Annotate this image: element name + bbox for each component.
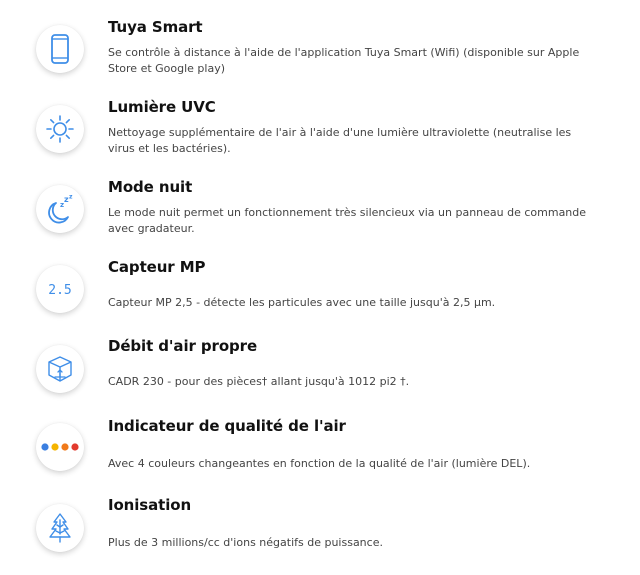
feature-title: Capteur MP [108, 258, 206, 276]
feature-uvc-light [0, 97, 640, 177]
feature-description: CADR 230 - pour des pièces† allant jusqu'à 1012 pi2 †. [108, 375, 410, 388]
feature-clean-air-delivery [0, 336, 640, 416]
feature-description: Avec 4 couleurs changeantes en fonction de la qualité de l'air (lumière DEL). [108, 457, 531, 470]
sun-uvc-icon [36, 105, 84, 153]
feature-title: Indicateur de qualité de l'air [108, 417, 346, 435]
feature-description: Se contrôle à distance à l'aide de l'application Tuya Smart (Wifi) (disponible sur Apple Store et Google play) [108, 46, 580, 75]
feature-ionisation [0, 495, 640, 575]
feature-air-quality-indicator [0, 416, 640, 496]
feature-tuya-smart [0, 17, 640, 97]
feature-title: Mode nuit [108, 178, 193, 196]
svg-text:z: z [69, 194, 73, 201]
feature-pm-sensor [0, 257, 640, 337]
svg-text:z: z [60, 201, 65, 209]
feature-night-mode [0, 177, 640, 257]
cube-airflow-icon [36, 345, 84, 393]
color-dots-icon [36, 423, 84, 471]
feature-description: Le mode nuit permet un fonctionnement très silencieux via un panneau de commande avec gradateur. [108, 206, 587, 235]
feature-title: Ionisation [108, 496, 192, 514]
feature-description: Plus de 3 millions/cc d'ions négatifs de puissance. [108, 536, 383, 549]
feature-title: Débit d'air propre [108, 337, 258, 355]
moon-sleep-icon [36, 185, 84, 233]
feature-description: Nettoyage supplémentaire de l'air à l'aide d'une lumière ultraviolette (neutralise les virus et les bactéries). [108, 126, 572, 155]
feature-title: Tuya Smart [108, 18, 203, 36]
tree-ion-icon [36, 504, 84, 552]
svg-text:z: z [64, 195, 69, 204]
smartphone-icon [36, 25, 84, 73]
feature-description: Capteur MP 2,5 - détecte les particules avec une taille jusqu'à 2,5 µm. [108, 296, 496, 309]
feature-title: Lumière UVC [108, 98, 216, 116]
pm-sensor-value: 2.5 [48, 283, 72, 298]
pm-sensor-icon [36, 265, 84, 313]
